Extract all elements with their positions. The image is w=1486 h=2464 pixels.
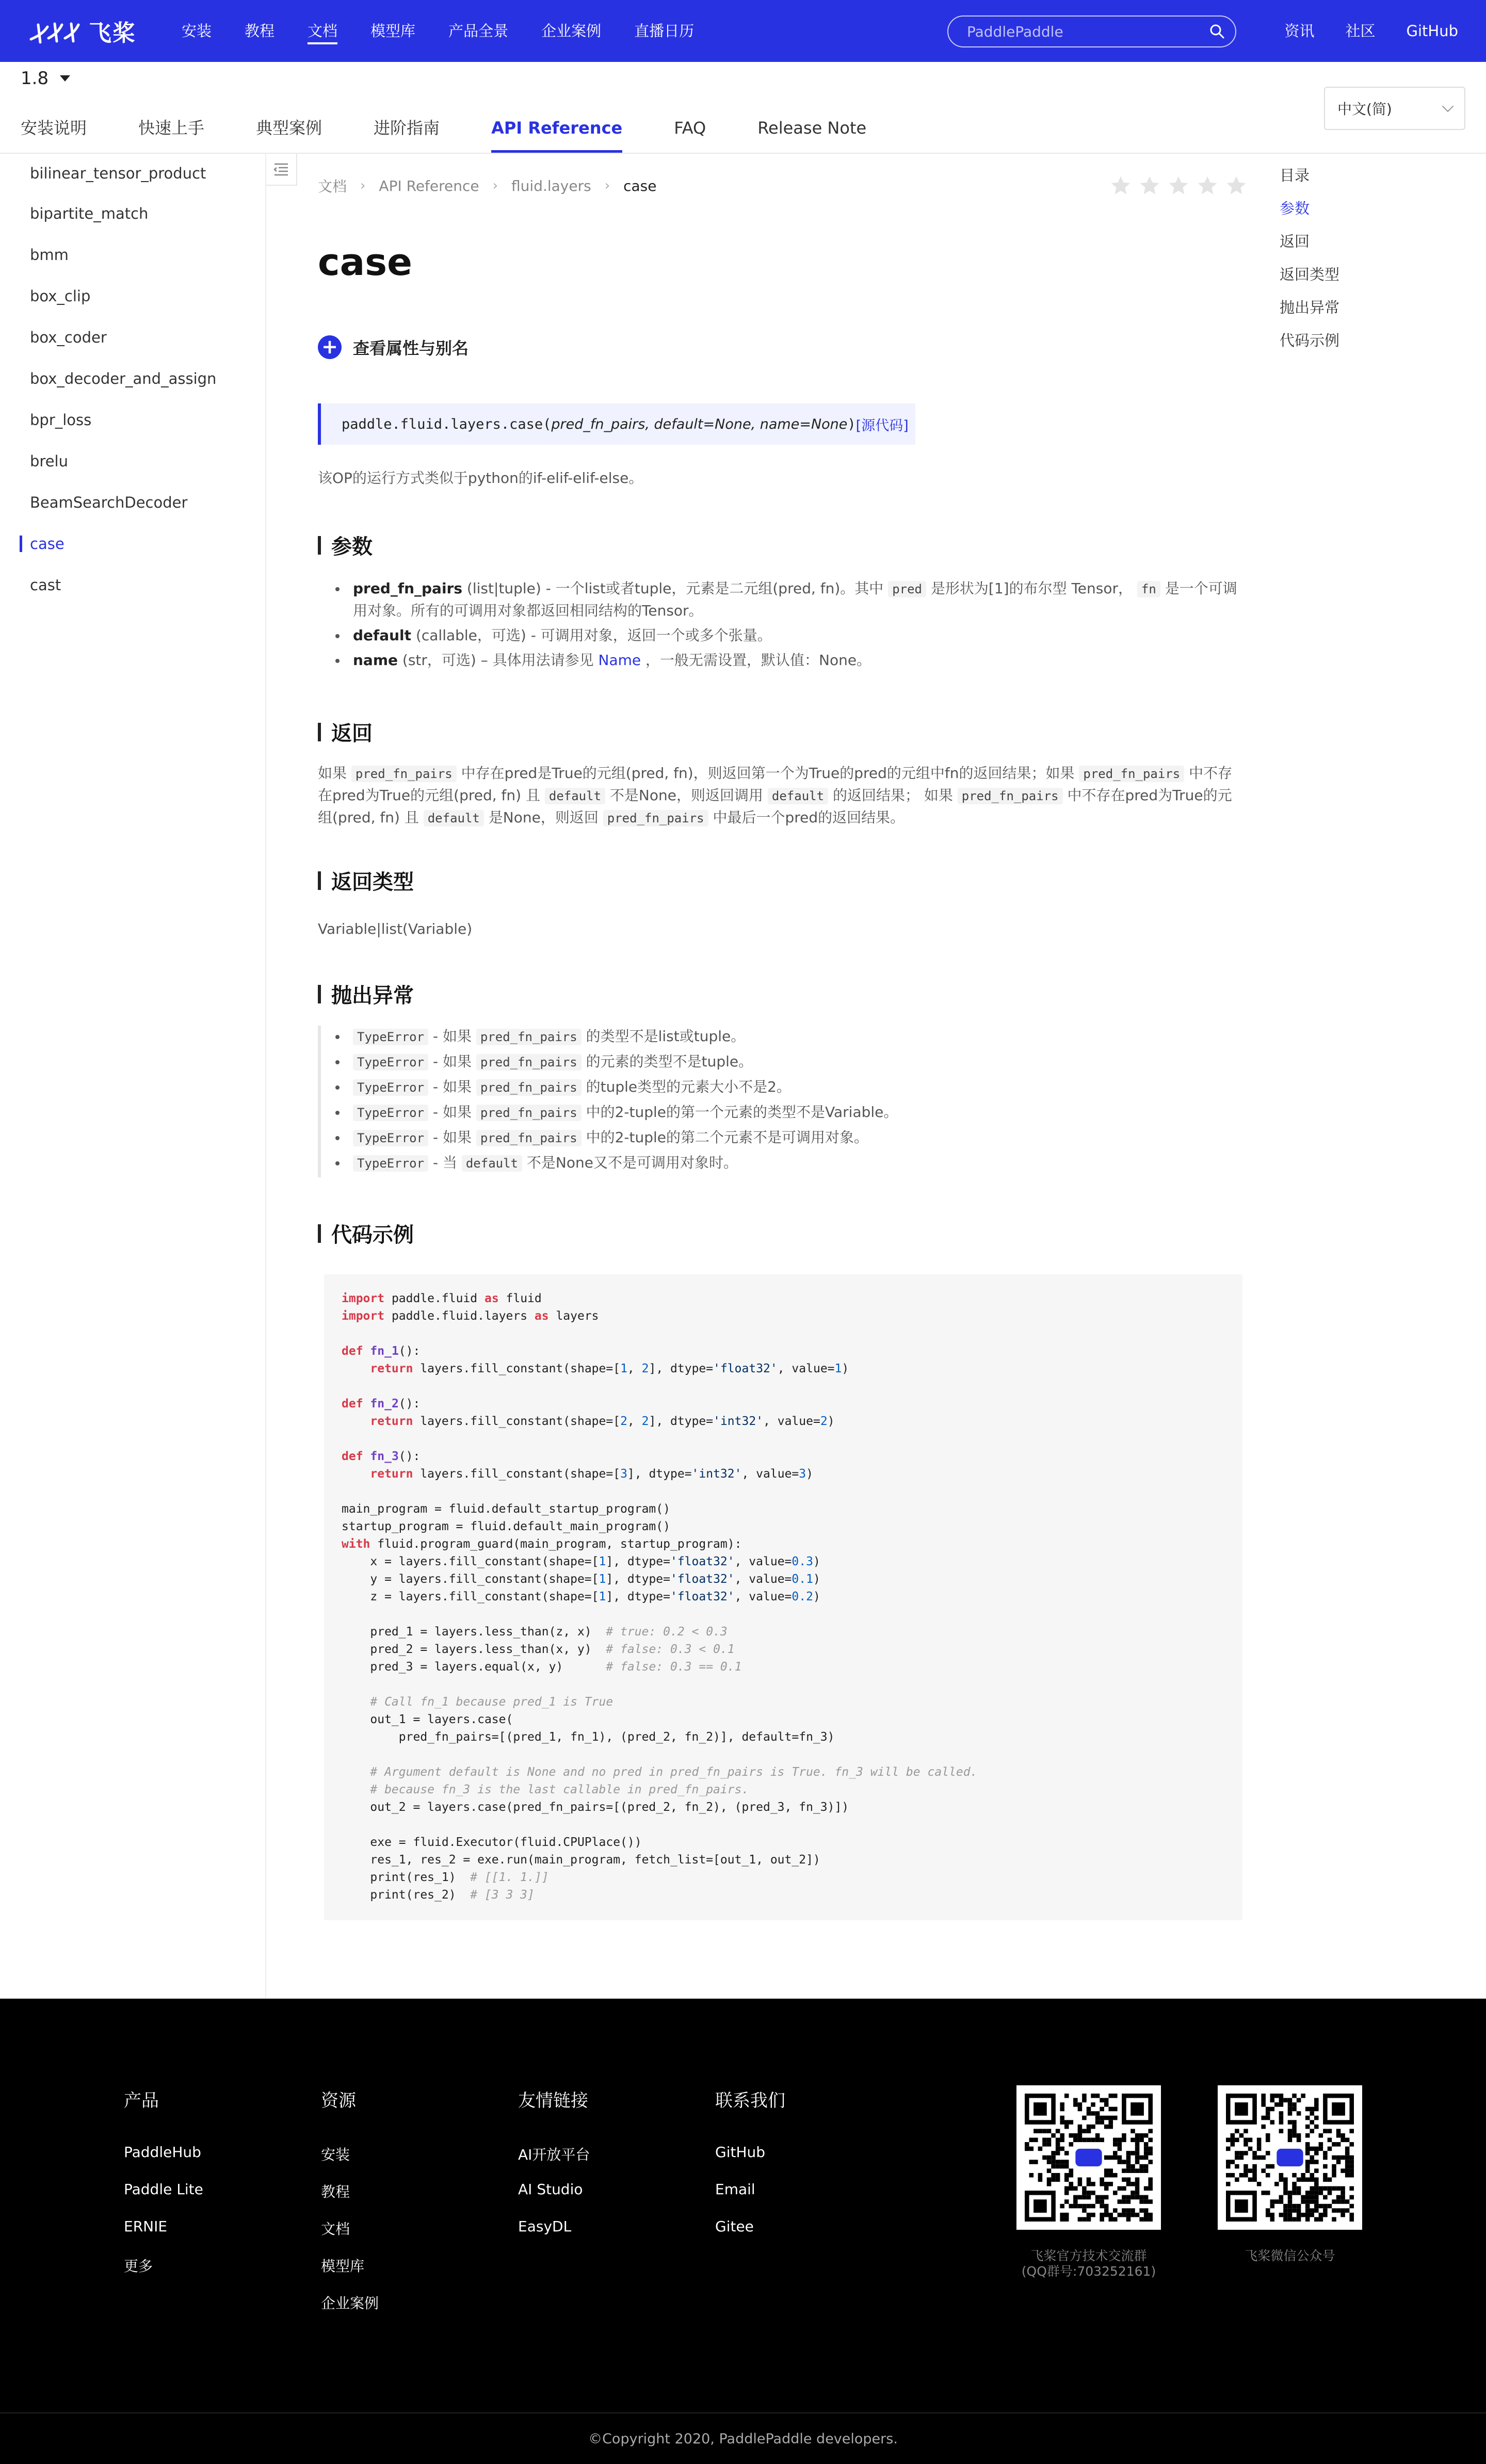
param-desc: – 具体用法请参见 xyxy=(476,652,599,669)
tab-api-reference[interactable]: API Reference xyxy=(491,112,622,153)
nav-news[interactable]: 资讯 xyxy=(1284,22,1315,40)
toc-item-example[interactable]: 代码示例 xyxy=(1280,332,1340,349)
footer-column-title: 友情链接 xyxy=(518,2090,588,2111)
inline-code: pred_fn_pairs xyxy=(958,788,1063,804)
raise-text: 的元素的类型不是tuple。 xyxy=(581,1053,753,1070)
paddle-logo-icon xyxy=(28,15,86,46)
sidebar-item-box-decoder-and-assign[interactable]: box_decoder_and_assign xyxy=(30,370,217,387)
nav-github[interactable]: GitHub xyxy=(1406,22,1458,40)
search-box[interactable] xyxy=(947,15,1236,47)
nav-cases[interactable]: 企业案例 xyxy=(541,22,602,40)
sidebar-item-cast[interactable]: cast xyxy=(30,576,61,594)
param-desc: ，一般无需设置，默认值：None。 xyxy=(641,652,871,669)
menu-collapse-icon xyxy=(273,163,289,176)
sidebar-toggle-button[interactable] xyxy=(266,154,297,186)
sidebar-item-box-coder[interactable]: box_coder xyxy=(30,329,107,346)
tab-advanced[interactable]: 进阶指南 xyxy=(374,118,440,138)
inline-code: pred_fn_pairs xyxy=(476,1029,582,1045)
sidebar-item-bilinear-tensor-product[interactable]: bilinear_tensor_product xyxy=(30,165,206,182)
sidebar-item-bpr-loss[interactable]: bpr_loss xyxy=(30,411,92,429)
raise-text: 中的2-tuple的第二个元素不是可调用对象。 xyxy=(581,1129,869,1146)
nav-docs[interactable]: 文档 xyxy=(308,0,337,62)
param-desc: - 可调用对象，返回一个或多个张量。 xyxy=(526,627,772,644)
footer-link[interactable]: 更多 xyxy=(124,2258,153,2275)
returns-text: 不是None，则返回调用 xyxy=(605,787,768,804)
breadcrumb-fluid-layers[interactable]: fluid.layers xyxy=(511,177,591,194)
footer xyxy=(0,1999,1486,2464)
chevron-right-icon: › xyxy=(492,178,498,193)
signature-prefix: paddle.fluid.layers.case( xyxy=(342,416,552,432)
star-icon[interactable] xyxy=(1109,174,1132,197)
inline-code: TypeError xyxy=(353,1029,428,1045)
tab-quick-start[interactable]: 快速上手 xyxy=(138,118,205,138)
footer-column-resources xyxy=(321,2086,379,2329)
view-attributes-label: 查看属性与别名 xyxy=(353,338,469,358)
code-example-block xyxy=(324,1274,1242,1920)
inline-code: TypeError xyxy=(353,1105,428,1121)
star-icon[interactable] xyxy=(1225,174,1248,197)
inline-code: TypeError xyxy=(353,1054,428,1071)
section-heading-raises-text: 抛出异常 xyxy=(331,984,414,1008)
returns-text: 是None，则返回 xyxy=(483,809,603,826)
footer-link[interactable]: Gitee xyxy=(715,2218,754,2235)
inline-code: TypeError xyxy=(353,1155,428,1172)
footer-column-contact xyxy=(715,2086,785,2255)
param-name: default xyxy=(353,627,412,644)
returns-text: 中不存在pred为True的元组(pred, fn) 且 xyxy=(318,787,1232,826)
section-heading-params xyxy=(318,530,373,560)
raise-item xyxy=(353,1127,1241,1149)
footer-link[interactable]: 企业案例 xyxy=(321,2295,379,2312)
returns-text: 如果 xyxy=(318,765,351,782)
footer-column-title: 产品 xyxy=(124,2090,159,2111)
signature-args: pred_fn_pairs, default=None, name=None xyxy=(551,416,848,432)
raise-item xyxy=(353,1026,1241,1048)
nav-products[interactable]: 产品全景 xyxy=(448,22,509,40)
chevron-right-icon: › xyxy=(604,178,610,193)
chevron-right-icon: › xyxy=(360,178,366,193)
code-example: import paddle.fluid as fluid import paddle.fluid.layers as layers def fn_1(): return layers.fill_constant(shape=[1, 2], dtype='float32', value=1) def fn_2(): return layers.fill_constant(shape=[2, 2], dtype='int32', value=2) def fn_3(): return layers.fill_constant(shape=[3], dtype='int32', value=3) main_program = fluid.default_startup_program() startup_program = fluid.default_main_program() with fluid.program_guard(main_program, startup_program): x = layers.fill_constant(shape=[1], dtype='float32', value=0.3) y = layers.fill_constant(shape=[1], dtype='float32', value=0.1) z = layers.fill_constant(shape=[1], dtype='float32', value=0.2) pred_1 = layers.less_than(z, x) # true: 0.2 < 0.3 pred_2 = layers.less_than(x, y) # false: 0.3 < 0.1 pred_3 = layers.equal(x, y) # false: 0.3 == 0.1 # Call fn_1 because pred_1 is True out_1 = layers.case( pred_fn_pairs=[(pred_1, fn_1), (pred_2, fn_2)], default=fn_3) # Argument default is None and no pred in pred_fn_pairs is True. fn_3 will be called. # because fn_3 is the last callable in pred_fn_pairs. out_2 = layers.case(pred_fn_pairs=[(pred_2, fn_2), (pred_3, fn_3)]) exe = fluid.Executor(fluid.CPUPlace()) res_1, res_2 = exe.run(main_program, fetch_list=[out_1, out_2]) print(res_1) # [[1. 1.]] print(res_2) # [3 3 3] xyxy=(342,1292,978,1902)
footer-link[interactable]: PaddleHub xyxy=(124,2144,201,2161)
returns-text: 中不存在pred为True的元组(pred, fn) 且 xyxy=(318,765,1233,804)
version-label: 1.8 xyxy=(21,68,49,89)
toc-item-params[interactable]: 参数 xyxy=(1280,200,1310,217)
logo-text: 飞桨 xyxy=(89,20,136,46)
param-desc: 是形状为[1]的布尔型 Tensor， xyxy=(926,580,1137,597)
qq-group-caption xyxy=(1016,2248,1161,2279)
inline-code: pred_fn_pairs xyxy=(476,1130,582,1146)
qr-caption-line: 飞桨微信公众号 xyxy=(1245,2248,1335,2263)
inline-code: fn xyxy=(1137,581,1160,597)
raise-item xyxy=(353,1152,1241,1174)
raise-item xyxy=(353,1076,1241,1098)
raise-text: 的tuple类型的元素大小不是2。 xyxy=(581,1078,791,1095)
table-of-contents xyxy=(1280,164,1339,362)
chevron-down-icon xyxy=(1442,101,1454,112)
section-heading-raises xyxy=(318,979,414,1009)
inline-code: pred_fn_pairs xyxy=(476,1054,582,1071)
star-icon[interactable] xyxy=(1167,174,1190,197)
sidebar-item-bmm[interactable]: bmm xyxy=(30,246,69,264)
footer-column-title: 资源 xyxy=(321,2090,356,2111)
footer-link[interactable]: Paddle Lite xyxy=(124,2181,203,2198)
param-name: pred_fn_pairs xyxy=(353,580,463,597)
raise-text: 中的2-tuple的第一个元素的类型不是Variable。 xyxy=(581,1104,898,1121)
raise-text: - 如果 xyxy=(428,1053,476,1070)
toc-item-raises[interactable]: 抛出异常 xyxy=(1280,299,1340,316)
inline-code: pred_fn_pairs xyxy=(351,766,457,782)
raise-text: - 如果 xyxy=(428,1129,476,1146)
footer-link[interactable]: 文档 xyxy=(321,2220,350,2238)
star-icon[interactable] xyxy=(1196,174,1219,197)
inline-code: TypeError xyxy=(353,1130,428,1146)
footer-link[interactable]: GitHub xyxy=(715,2144,766,2161)
footer-column-links xyxy=(518,2086,590,2255)
nav-tutorial[interactable]: 教程 xyxy=(245,22,275,40)
logo[interactable] xyxy=(28,12,136,50)
name-doc-link[interactable]: Name xyxy=(598,652,641,669)
doc-tabs xyxy=(21,112,918,153)
sidebar-item-case[interactable]: case xyxy=(0,523,265,564)
footer-link[interactable]: 安装 xyxy=(321,2146,350,2163)
raise-text: - 如果 xyxy=(428,1078,476,1095)
toc-item-return-type[interactable]: 返回类型 xyxy=(1280,266,1340,283)
api-sidebar xyxy=(0,154,266,1999)
qq-group-qr-code xyxy=(1016,2085,1161,2230)
breadcrumb xyxy=(318,175,656,196)
returns-text: 中最后一个pred的返回结果。 xyxy=(708,809,905,826)
section-heading-return-type-text: 返回类型 xyxy=(331,870,414,894)
section-heading-returns-text: 返回 xyxy=(331,722,373,745)
inline-code: TypeError xyxy=(353,1079,428,1096)
params-list xyxy=(318,578,1241,674)
section-heading-returns xyxy=(318,717,373,747)
language-select[interactable] xyxy=(1324,87,1465,130)
main-menu xyxy=(182,0,727,62)
inline-code: pred_fn_pairs xyxy=(603,810,708,826)
source-code-link[interactable]: [源代码] xyxy=(855,417,909,434)
param-type: (str，可选) xyxy=(402,652,476,669)
page-title: case xyxy=(318,240,412,284)
rating-stars xyxy=(1109,174,1254,197)
section-heading-example-text: 代码示例 xyxy=(331,1223,414,1247)
param-type: (callable，可选) xyxy=(415,627,526,644)
returns-text: 的返回结果； 如果 xyxy=(828,787,958,804)
raises-list xyxy=(318,1026,1241,1177)
raise-text: 不是None又不是可调用对象时。 xyxy=(522,1154,738,1171)
sidebar-item-box-clip[interactable]: box_clip xyxy=(30,287,91,305)
breadcrumb-current: case xyxy=(623,177,657,194)
sidebar-item-brelu[interactable]: brelu xyxy=(30,452,68,470)
inline-code: pred_fn_pairs xyxy=(1079,766,1184,782)
inline-code: default xyxy=(768,788,828,804)
qr-caption-line: (QQ群号:703252161) xyxy=(1021,2264,1156,2279)
breadcrumb-api-reference[interactable]: API Reference xyxy=(379,177,479,194)
tab-release-note[interactable]: Release Note xyxy=(757,118,867,138)
raise-item xyxy=(353,1051,1241,1073)
nav-live[interactable]: 直播日历 xyxy=(634,22,694,40)
tab-examples[interactable]: 典型案例 xyxy=(256,118,322,138)
raise-text: - 如果 xyxy=(428,1104,476,1121)
raise-text: 的类型不是list或tuple。 xyxy=(581,1028,746,1045)
param-item xyxy=(353,625,1241,646)
inline-code: pred xyxy=(888,581,926,597)
param-name: name xyxy=(353,652,398,669)
signature-suffix: ) xyxy=(847,416,856,432)
raise-text: - 如果 xyxy=(428,1028,476,1045)
sidebar-item-beam-search-decoder[interactable]: BeamSearchDecoder xyxy=(30,494,188,511)
param-desc: 是一个可调用对象。所有的可调用对象都返回相同结构的Tensor。 xyxy=(353,580,1237,619)
search-input[interactable] xyxy=(967,23,1209,40)
function-signature xyxy=(318,403,915,445)
param-item xyxy=(353,578,1241,622)
wechat-qr-code xyxy=(1218,2085,1362,2230)
raise-text: - 当 xyxy=(428,1154,462,1171)
view-attributes-toggle[interactable] xyxy=(318,335,469,359)
qr-caption-line: 飞桨官方技术交流群 xyxy=(1030,2248,1147,2263)
caret-down-icon xyxy=(60,75,70,82)
inline-code: default xyxy=(462,1155,522,1172)
copyright: ©Copyright 2020, PaddlePaddle developers. xyxy=(0,2412,1486,2464)
footer-link[interactable]: ERNIE xyxy=(124,2218,168,2235)
footer-link[interactable]: EasyDL xyxy=(518,2218,572,2235)
footer-column-title: 联系我们 xyxy=(715,2090,785,2111)
returns-description xyxy=(318,763,1241,829)
section-heading-return-type xyxy=(318,866,414,895)
inline-code: pred_fn_pairs xyxy=(476,1105,582,1121)
footer-link[interactable]: AI开放平台 xyxy=(518,2146,590,2163)
returns-text: 中存在pred是True的元组(pred, fn)，则返回第一个为True的pred的元组中fn的返回结果；如果 xyxy=(456,765,1079,782)
toc-item-returns[interactable]: 返回 xyxy=(1280,233,1310,250)
section-heading-example xyxy=(318,1219,414,1248)
nav-install[interactable]: 安装 xyxy=(182,22,212,40)
inline-code: default xyxy=(545,788,605,804)
plus-circle-icon: + xyxy=(318,335,342,359)
footer-link[interactable]: AI Studio xyxy=(518,2181,583,2198)
nav-model-zoo[interactable]: 模型库 xyxy=(370,22,416,40)
inline-code: default xyxy=(424,810,484,826)
footer-link[interactable]: Email xyxy=(715,2181,755,2198)
section-heading-params-text: 参数 xyxy=(331,535,373,559)
search-icon[interactable] xyxy=(1209,24,1225,39)
nav-community[interactable]: 社区 xyxy=(1345,22,1376,40)
param-item xyxy=(353,650,1241,671)
toc-item-contents[interactable]: 目录 xyxy=(1280,167,1310,184)
inline-code: pred_fn_pairs xyxy=(476,1079,582,1096)
description: 该OP的运行方式类似于python的if-elif-elif-else。 xyxy=(318,469,643,487)
star-icon[interactable] xyxy=(1138,174,1161,197)
footer-link[interactable]: 模型库 xyxy=(321,2258,365,2275)
param-desc: - 一个list或者tuple，元素是二元组(pred, fn)。其中 xyxy=(541,580,889,597)
right-menu xyxy=(1253,0,1458,62)
language-value: 中文(简) xyxy=(1337,101,1392,118)
tab-faq[interactable]: FAQ xyxy=(674,118,706,138)
top-navbar xyxy=(0,0,1486,62)
footer-column-products xyxy=(124,2086,203,2292)
raise-item xyxy=(353,1101,1241,1124)
wechat-caption xyxy=(1218,2248,1362,2264)
qr-code-icon xyxy=(1226,2094,1354,2222)
return-type-value: Variable|list(Variable) xyxy=(318,920,473,937)
tab-install-guide[interactable]: 安装说明 xyxy=(21,118,87,138)
sidebar-item-bipartite-match[interactable]: bipartite_match xyxy=(30,205,149,222)
breadcrumb-docs[interactable]: 文档 xyxy=(318,178,347,195)
qr-code-icon xyxy=(1025,2094,1153,2222)
version-selector[interactable] xyxy=(21,68,70,89)
footer-link[interactable]: 教程 xyxy=(321,2183,350,2200)
param-type: (list|tuple) xyxy=(466,580,541,597)
